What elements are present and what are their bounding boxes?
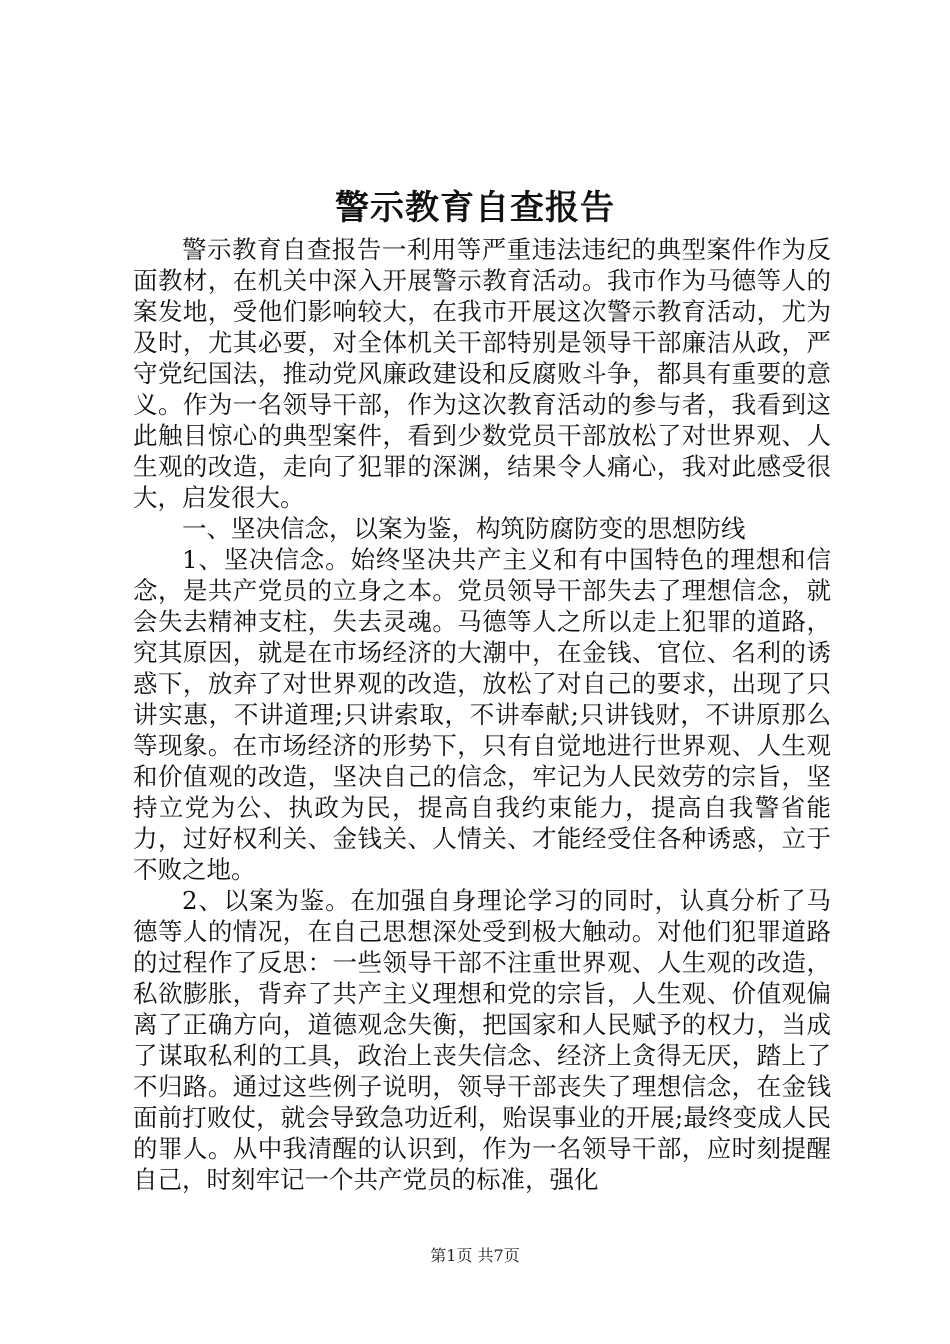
paragraph-intro: 警示教育自查报告一利用等严重违法违纪的典型案件作为反面教材，在机关中深入开展警示教育活动。我市作为马德等人的案发地，受他们影响较大，在我市开展这次警示教育活动，尤为及时，尤其必要，对全体机关干部特别是领导干部廉洁从政，严守党纪国法，推动党风廉政建设和反腐败斗争，都具有重要的意义。作为一名领导干部，作为这次教育活动的参与者，我看到这此触目惊心的典型案件，看到少数党员干部放松了对世界观、人生观的改造，走向了犯罪的深渊，结果令人痛心，我对此感受很大，启发很大。	[133, 235, 831, 512]
paragraph-section-heading: 一、坚决信念，以案为鉴，构筑防腐防变的思想防线	[182, 514, 746, 543]
document-body	[133, 234, 831, 1195]
document-title: 警示教育自查报告	[335, 188, 615, 228]
paragraph-lessons-from-cases: 2、以案为鉴。在加强自身理论学习的同时，认真分析了马德等人的情况，在自己思想深处受到极大触动。对他们犯罪道路的过程作了反思：一些领导干部不注重世界观、人生观的改造，私欲膨胀，背弃了共产主义理想和党的宗旨，人生观、价值观偏离了正确方向，道德观念失衡，把国家和人民赋予的权力，当成了谋取私利的工具，政治上丧失信念、经济上贪得无厌，踏上了不归路。通过这些例子说明，领导干部丧失了理想信念，在金钱面前打败仗，就会导致急功近利，贻误事业的开展;最终变成人民的罪人。从中我清醒的认识到，作为一名领导干部，应时刻提醒自己，时刻牢记一个共产党员的标准，强化	[133, 886, 831, 1194]
page-footer: 第1页 共7页	[430, 1246, 520, 1265]
paragraph-firm-belief: 1、坚决信念。始终坚决共产主义和有中国特色的理想和信念，是共产党员的立身之本。党员领导干部失去了理想信念，就会失去精神支柱，失去灵魂。马德等人之所以走上犯罪的道路，究其原因，就是在市场经济的大潮中，在金钱、官位、名利的诱惑下，放弃了对世界观的改造，放松了对自己的要求，出现了只讲实惠，不讲道理;只讲索取，不讲奉献;只讲钱财，不讲原那么等现象。在市场经济的形势下，只有自觉地进行世界观、人生观和价值观的改造，坚决自己的信念，牢记为人民效劳的宗旨，坚持立党为公、执政为民，提高自我约束能力，提高自我警省能力，过好权利关、金钱关、人情关、才能经受住各种诱惑，立于不败之地。	[133, 545, 831, 884]
